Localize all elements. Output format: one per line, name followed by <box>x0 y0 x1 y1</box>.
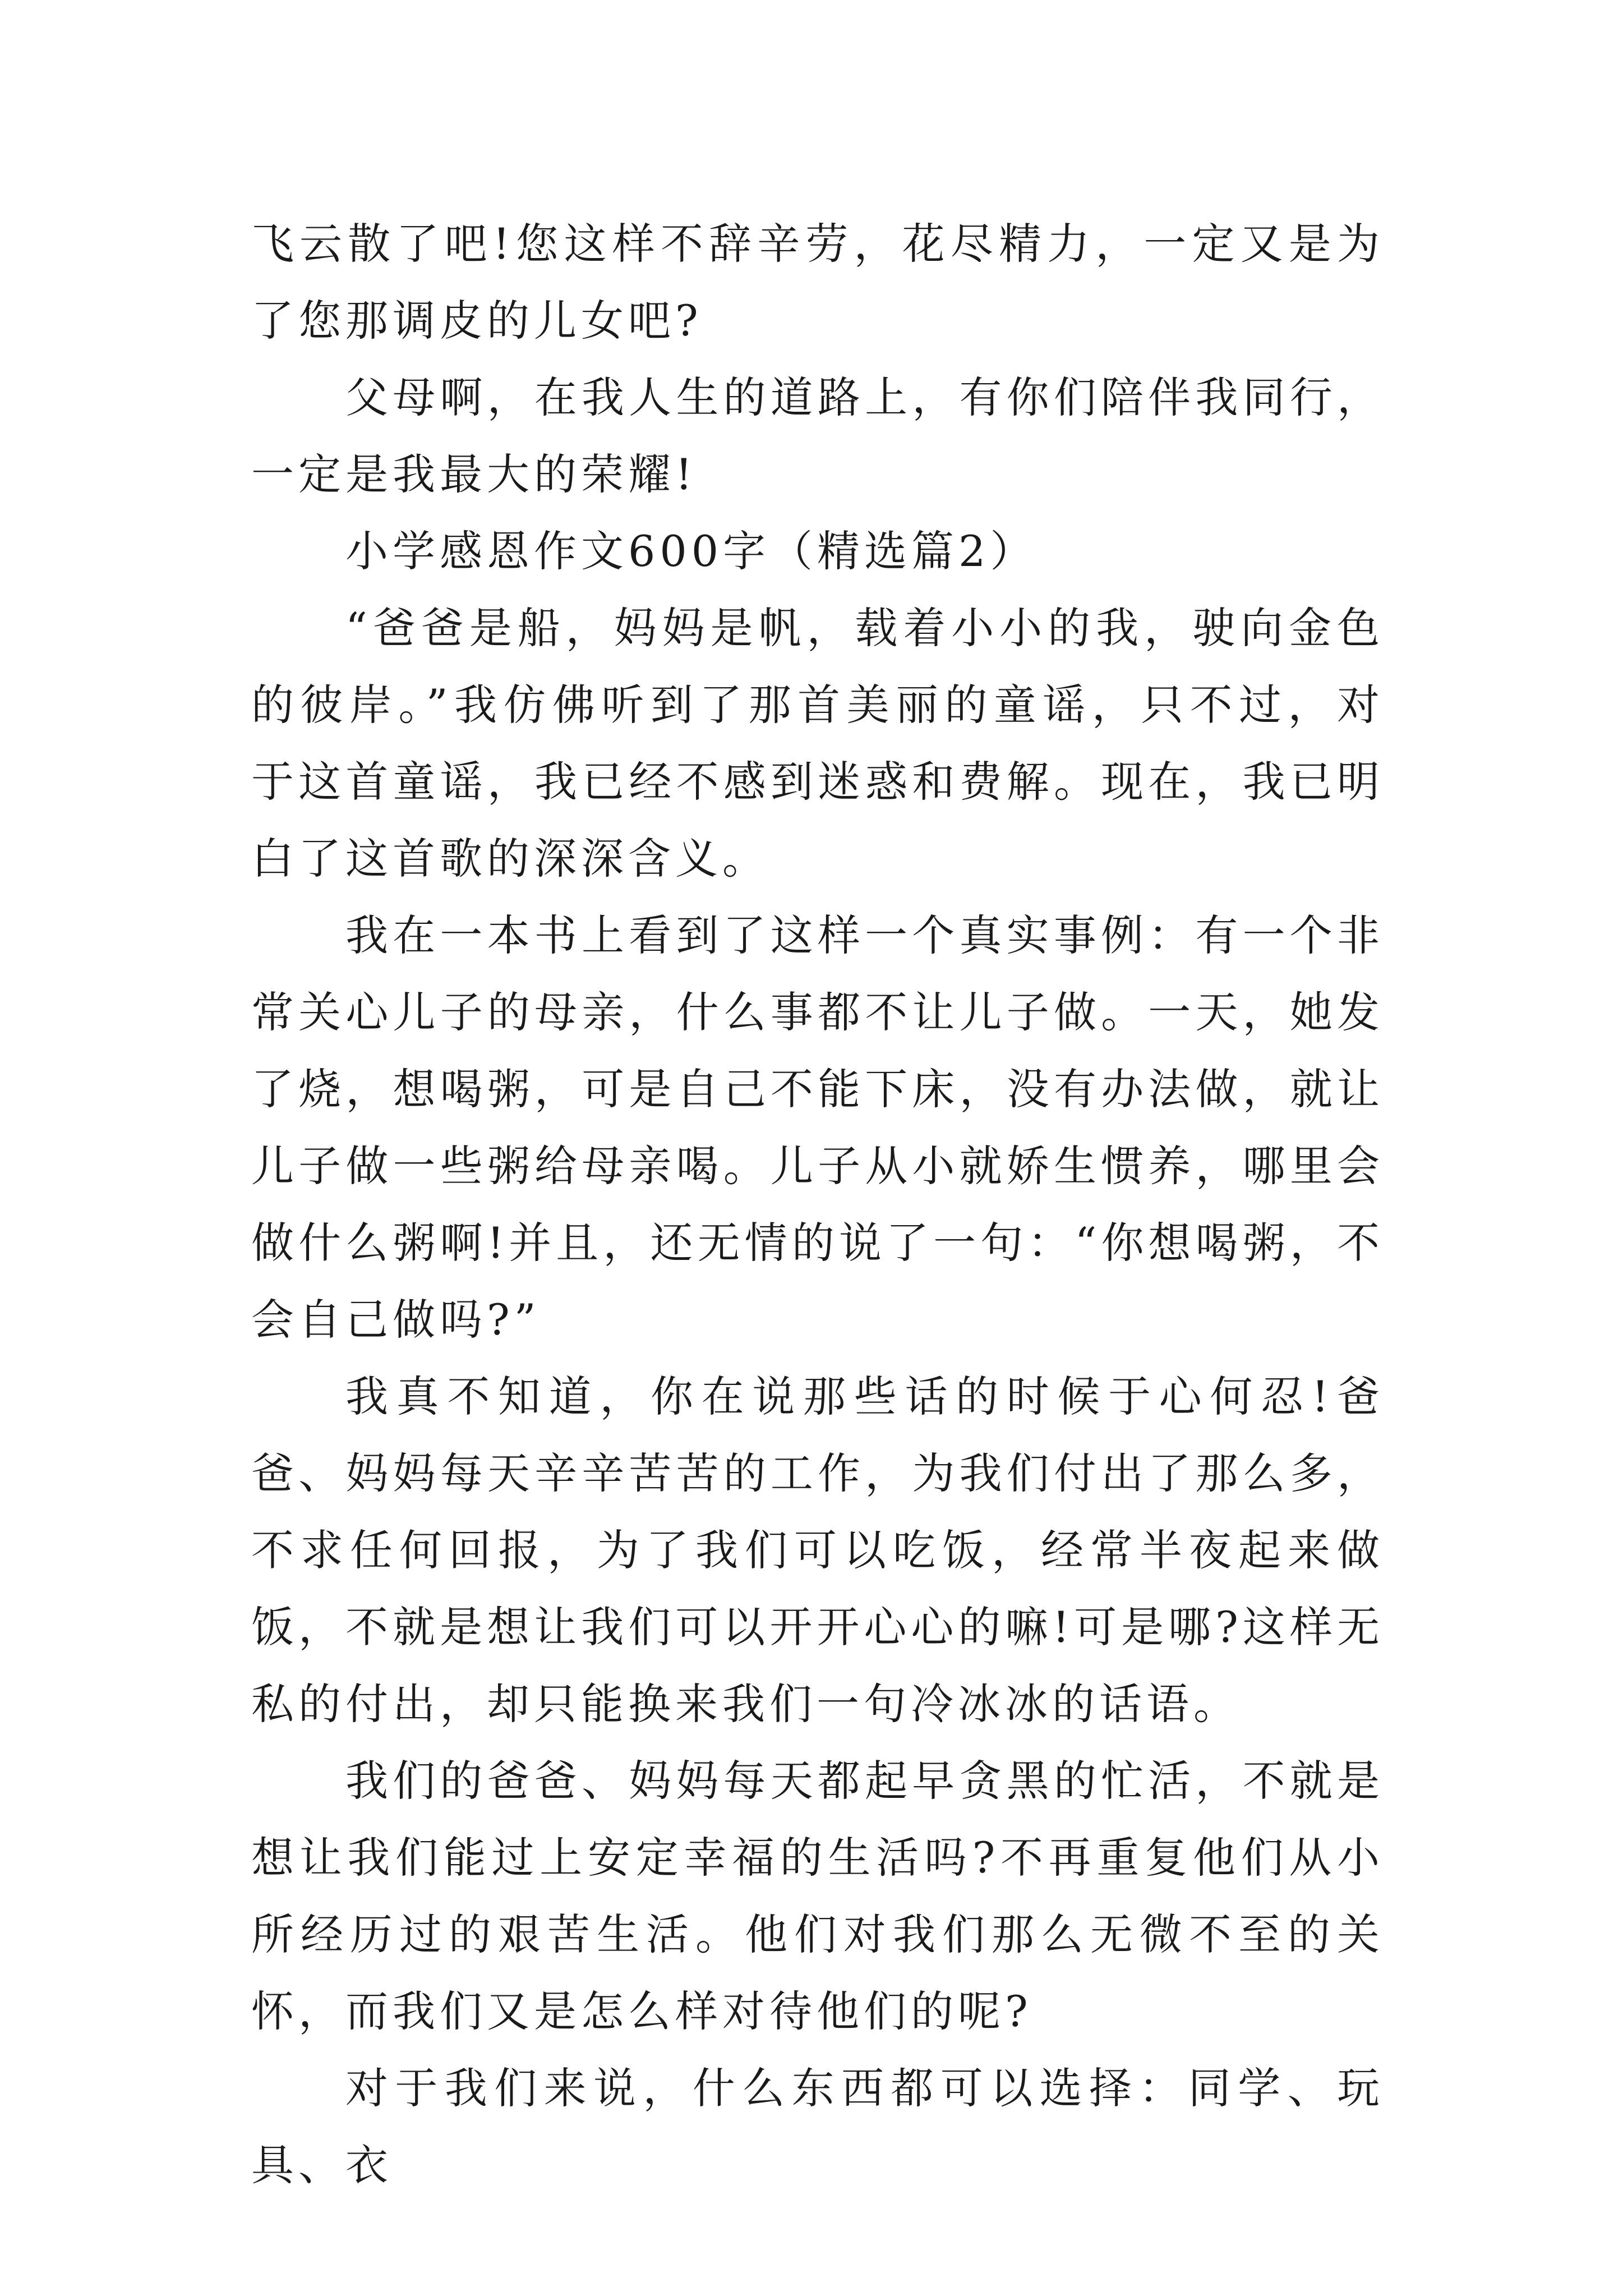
paragraph: 我在一本书上看到了这样一个真实事例：有一个非常关心儿子的母亲，什么事都不让儿子做。一天，她发了烧，想喝粥，可是自己不能下床，没有办法做，就让儿子做一些粥给母亲喝。儿子从小就娇生惯养，哪里会做什么粥啊!并且，还无情的说了一句：“你想喝粥，不会自己做吗?” <box>251 910 1384 1345</box>
paragraph: 父母啊，在我人生的道路上，有你们陪伴我同行，一定是我最大的荣耀! <box>251 372 1384 499</box>
paragraph: 我真不知道，你在说那些话的时候于心何忍!爸爸、妈妈每天辛辛苦苦的工作，为我们付出了那么多，不求任何回报，为了我们可以吃饭，经常半夜起来做饭，不就是想让我们可以开开心心的嘛!可是哪?这样无私的付出，却只能换来我们一句冷冰冰的话语。 <box>251 1372 1384 1729</box>
paragraph: 我们的爸爸、妈妈每天都起早贪黑的忙活，不就是想让我们能过上安定幸福的生活吗?不再重复他们从小所经历过的艰苦生活。他们对我们那么无微不至的关怀，而我们又是怎么样对待他们的呢? <box>251 1756 1384 2036</box>
paragraph-continuation: 飞云散了吧!您这样不辞辛劳，花尽精力，一定又是为了您那调皮的儿女吧? <box>251 219 1384 346</box>
document-body <box>251 205 1384 2203</box>
paragraph: 对于我们来说，什么东西都可以选择：同学、玩具、衣 <box>251 2063 1384 2190</box>
paragraph: “爸爸是船，妈妈是帆，载着小小的我，驶向金色的彼岸。”我仿佛听到了那首美丽的童谣，只不过，对于这首童谣，我已经不感到迷惑和费解。现在，我已明白了这首歌的深深含义。 <box>251 603 1384 884</box>
section-heading: 小学感恩作文600字（精选篇2） <box>345 526 1038 576</box>
